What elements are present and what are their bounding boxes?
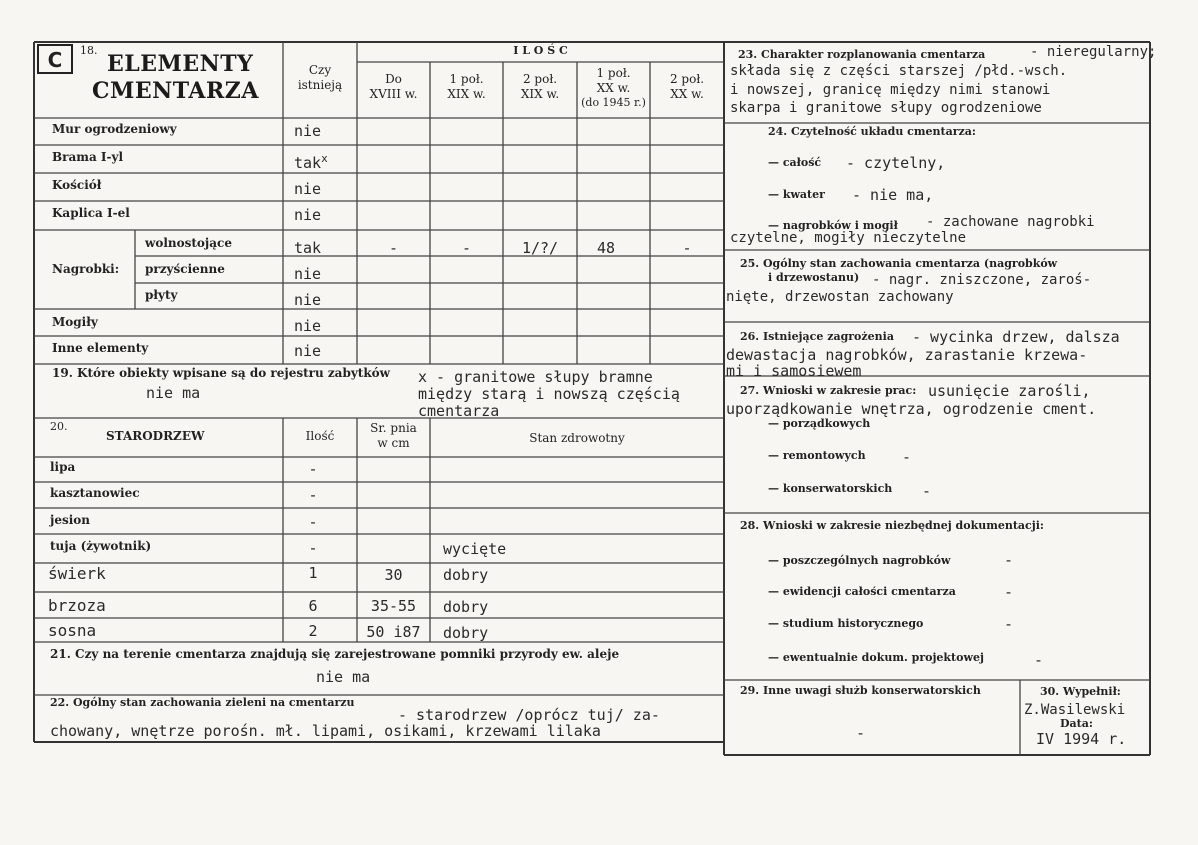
s28-label: 28. Wnioski w zakresie niezbędnej dokumentacji: [740,519,1044,532]
period-1-line-1: Do [385,72,402,86]
row-label-brama: Brama I-yl [52,150,124,164]
row-label-inne-elementy: Inne elementy [52,341,149,355]
tree-swierk-stan: dobry [443,566,489,584]
period-4-line-1: 1 poł. [596,66,631,80]
s30-date: IV 1994 r. [1036,730,1127,748]
s24-nagrobkow-value-2: czytelne, mogiły nieczytelne [730,230,967,246]
s26-value-2: dewastacja nagrobków, zarastanie krzewa- [726,346,1088,364]
s19-value: nie ma [146,384,201,402]
s19-label: 19. Które obiekty wpisane są do rejestru zabytków [52,366,390,380]
s22-value-2: chowany, wnętrze porośn. mł. lipami, osikami, krzewami lilaka [50,722,601,740]
nagrobki-plyty-label: płyty [145,288,178,302]
s23-value-start: - nieregularny; [1030,44,1157,60]
row-label-mur: Mur ogrodzeniowy [52,122,177,136]
wolnostojace-count-2-xx: - [682,239,692,257]
s24-nagrobkow-label: — nagrobków i mogił [768,219,898,232]
s28-item-3-value: - [1004,615,1014,633]
s28-item-1-label: — poszczególnych nagrobków [768,554,951,567]
s22-value-1: - starodrzew /oprócz tuj/ za- [398,706,660,724]
period-2-line-1: 1 poł. [449,72,484,86]
s24-calosc-label: — całość [768,156,822,169]
s24-nagrobkow-value: - zachowane nagrobki [926,214,1095,230]
s26-value-3: mi i samosiewem [726,362,862,380]
period-2-line-2: XIX w. [447,87,486,101]
s23-line-3: skarpa i granitowe słupy ogrodzeniowe [730,100,1042,116]
period-3-line-2: XIX w. [520,87,560,101]
title-line-2: CMENTARZA [92,78,259,104]
ilosc-header: I L O Ś C [513,44,568,57]
s27-value-2: uporządkowanie wnętrza, ogrodzenie cment. [726,400,1097,418]
s26-label: 26. Istniejące zagrożenia [740,330,894,343]
s25-label-2: i drzewostanu) [768,271,860,284]
tree-swierk-name: świerk [48,564,106,583]
s24-kwater-label: — kwater [768,188,825,201]
s19-note-3: cmentarza [418,402,500,420]
row-label-kaplica: Kaplica I-el [52,206,130,220]
wolnostojace-count-2-xix: 1/?/ [521,239,559,257]
row-value-kaplica: nie [294,206,322,224]
s24-kwater-value: - nie ma, [852,186,934,204]
s20-col-sr-2: w cm [377,436,410,450]
row-value-mogily: nie [294,317,322,335]
tree-lipa-qty: - [308,460,318,478]
s20-col-sr-1: Sr. pnia [370,421,417,435]
s27-value-1: usunięcie zarośli, [928,382,1091,400]
period-3-line-1: 2 poł. [522,72,558,86]
tree-tuja-stan: wycięte [443,540,507,558]
s27-konserwatorskich-value: - [922,482,932,500]
wolnostojace-count-1-xx: 48 [596,239,616,257]
tree-tuja-qty: - [308,539,318,557]
row-label-mogily: Mogiły [52,315,98,329]
s23-line-2: i nowszej, granicę między nimi stanowi [730,82,1051,98]
s27-konserwatorskich: — konserwatorskich [768,482,893,495]
tree-brzoza-qty: 6 [308,597,318,615]
period-1-line-2: XVIII w. [369,87,418,101]
tree-sosna-name: sosna [48,621,97,640]
s22-label: 22. Ogólny stan zachowania zieleni na cmentarzu [50,696,355,709]
period-4-line-2: XX w. [596,81,631,95]
s29-label: 29. Inne uwagi służb konserwatorskich [740,684,981,697]
nagrobki-wolnostojace-label: wolnostojące [145,236,232,250]
wolnostojace-count-1-xix: - [461,239,472,257]
s23-label: 23. Charakter rozplanowania cmentarza [738,48,986,61]
tree-lipa-name: lipa [50,460,76,474]
czy-istnieja-header-2: istnieją [297,78,343,92]
s25-label-1: 25. Ogólny stan zachowania cmentarza (nagrobków [740,257,1058,270]
s30-name: Z.Wasilewski [1024,702,1126,718]
tree-brzoza-stan: dobry [443,598,489,616]
tree-sosna-stan: dobry [443,624,489,642]
s20-col-ilosc: Ilość [305,429,335,443]
tree-brzoza-name: brzoza [48,596,106,615]
s27-remontowych-value: - [902,448,912,466]
row-value-inne-elementy: nie [294,342,322,360]
section-number: 18. [80,44,98,57]
tree-jesion-name: jesion [50,513,91,527]
row-label-kosciol: Kościół [52,178,102,192]
s20-title: STARODRZEW [106,429,205,443]
s27-porzadkowych: — porządkowych [768,417,871,430]
section-letter: C [47,48,63,72]
row-value-brama: tak$^x$ [294,152,328,172]
period-5-line-2: XX w. [670,87,704,101]
s19-note-2: między starą i nowszą częścią [418,385,680,403]
tree-swierk-qty: 1 [308,564,318,582]
czy-istnieja-header-1: Czy [308,63,332,77]
period-5-line-1: 2 poł. [669,72,705,86]
s25-value-1: - nagr. zniszczone, zaroś- [872,272,1092,288]
tree-kasztanowiec-qty: - [308,486,318,504]
s27-remontowych: — remontowych [768,449,866,462]
tree-sosna-sr: 50 i87 [366,623,421,641]
nagrobki-przyscienne-label: przyścienne [145,262,225,276]
tree-kasztanowiec-name: kasztanowiec [50,486,140,500]
s30-label: 30. Wypełnił: [1040,685,1121,698]
s28-item-3-label: — studium historycznego [768,617,924,630]
s24-label: 24. Czytelność układu cmentarza: [768,125,976,138]
title-line-1: ELEMENTY [107,51,254,77]
row-value-mur: nie [294,122,322,140]
tree-jesion-qty: - [308,513,318,531]
tree-swierk-sr: 30 [384,566,403,584]
nagrobki-label: Nagrobki: [52,262,120,276]
tree-tuja-name: tuja (żywotnik) [50,539,152,553]
s28-item-4-value: - [1034,651,1044,669]
s21-label: 21. Czy na terenie cmentarza znajdują się zarejestrowane pomniki przyrody ew. aleje [50,647,620,661]
s30-data-label: Data: [1060,717,1093,730]
s25-value-2: nięte, drzewostan zachowany [726,289,954,305]
s29-value: - [856,724,866,742]
s28-item-2-value: - [1004,583,1014,601]
s20-col-stan: Stan zdrowotny [529,431,625,445]
nagrobki-plyty-value: nie [294,291,322,309]
tree-brzoza-sr: 35-55 [370,597,417,615]
s24-calosc-value: - czytelny, [846,154,946,172]
s23-line-1: składa się z części starszej /płd.-wsch. [730,63,1068,79]
nagrobki-przyscienne-value: nie [294,265,322,283]
s28-item-1-value: - [1004,551,1014,569]
s21-value: nie ma [316,668,371,686]
row-value-kosciol: nie [294,180,322,198]
period-4-line-3: (do 1945 r.) [581,96,646,109]
s28-item-2-label: — ewidencji całości cmentarza [768,585,956,598]
brama-sup-mark: x [321,152,328,165]
s27-label: 27. Wnioski w zakresie prac: [740,384,917,397]
nagrobki-wolnostojace-value: tak [294,239,322,257]
s28-item-4-label: — ewentualnie dokum. projektowej [768,651,984,664]
s20-num: 20. [50,420,68,433]
tree-sosna-qty: 2 [308,622,318,640]
s19-note-1: x - granitowe słupy bramne [418,368,653,386]
wolnostojace-count-xviii: - [388,239,399,257]
s26-value-1: - wycinka drzew, dalsza [912,328,1120,346]
